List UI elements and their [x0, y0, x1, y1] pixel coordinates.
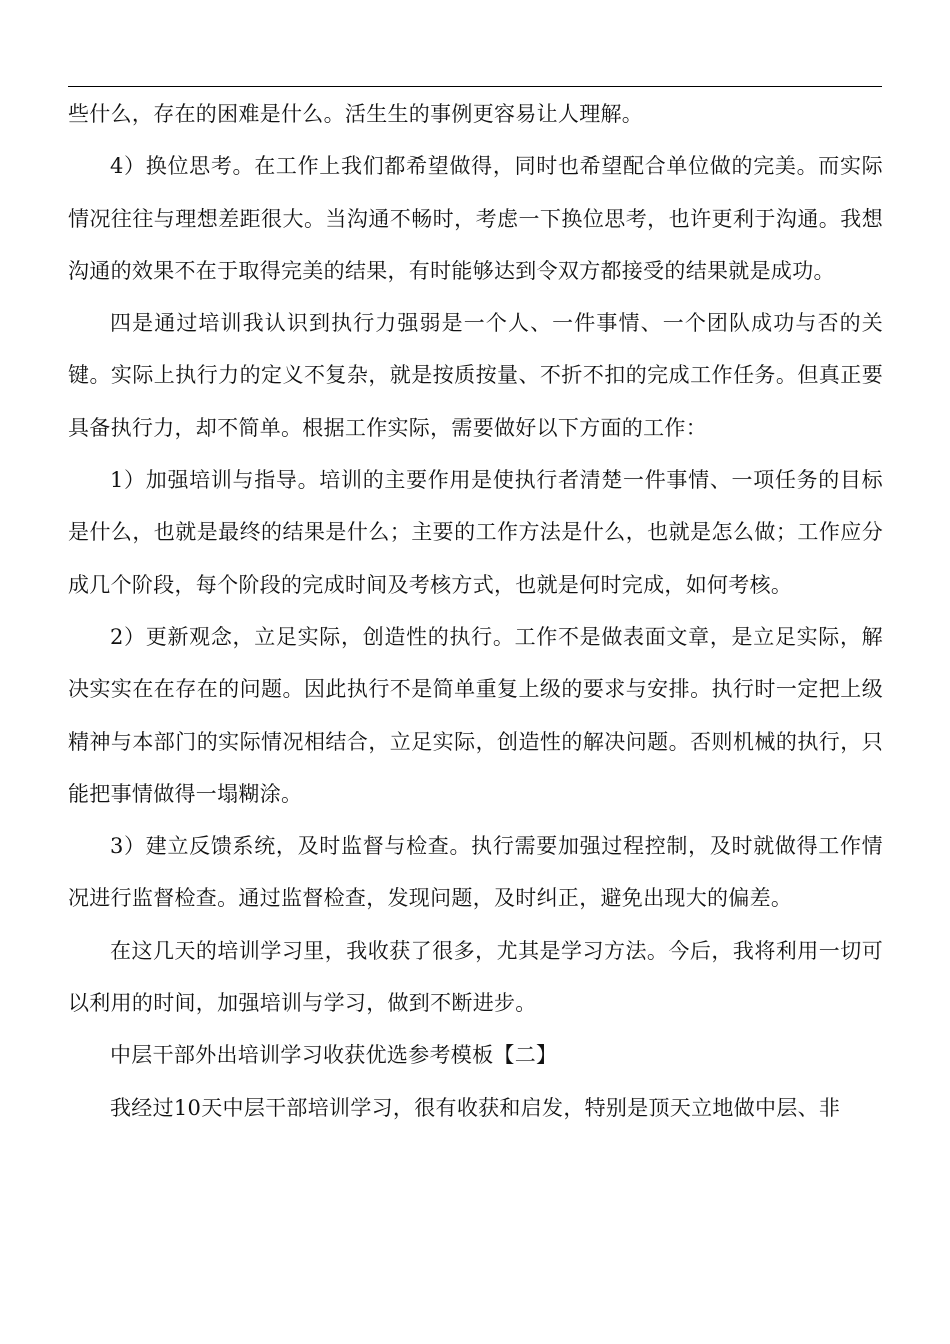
- paragraph-template-two-start: 我经过10天中层干部培训学习，很有收获和启发，特别是顶天立地做中层、非: [110, 1095, 841, 1120]
- paragraph-conclusion: 在这几天的培训学习里，我收获了很多，尤其是学习方法。今后，我将利用一切可以利用的时间，加强培训与学习，做到不断进步。: [68, 938, 883, 1016]
- paragraph-perspective-taking: 4）换位思考。在工作上我们都希望做得，同时也希望配合单位做的完美。而实际情况往往与理想差距很大。当沟通不畅时，考虑一下换位思考，也许更利于沟通。我想沟通的效果不在于取得完美的结果，有时能够达到令双方都接受的结果就是成功。: [68, 154, 883, 283]
- document-page: [68, 88, 883, 1134]
- header-rule: [68, 86, 882, 87]
- paragraph-update-concepts: 2）更新观念，立足实际，创造性的执行。工作不是做表面文章，是立足实际，解决实实在在存在的问题。因此执行不是简单重复上级的要求与安排。执行时一定把上级精神与本部门的实际情况相结合，立足实际，创造性的解决问题。否则机械的执行，只能把事情做得一塌糊涂。: [68, 624, 883, 806]
- paragraph-execution-intro: 四是通过培训我认识到执行力强弱是一个人、一件事情、一个团队成功与否的关键。实际上执行力的定义不复杂，就是按质按量、不折不扣的完成工作任务。但真正要具备执行力，却不简单。根据工作实际，需要做好以下方面的工作：: [68, 311, 883, 440]
- section-heading: 中层干部外出培训学习收获优选参考模板【二】: [110, 1043, 558, 1068]
- paragraph-training-guidance: 1）加强培训与指导。培训的主要作用是使执行者清楚一件事情、一项任务的目标是什么，也就是最终的结果是什么；主要的工作方法是什么，也就是怎么做；工作应分成几个阶段，每个阶段的完成时间及考核方式，也就是何时完成，如何考核。: [68, 468, 883, 597]
- paragraph-feedback-system: 3）建立反馈系统，及时监督与检查。执行需要加强过程控制，及时就做得工作情况进行监督检查。通过监督检查，发现问题，及时纠正，避免出现大的偏差。: [68, 834, 883, 911]
- paragraph-continuation: 些什么，存在的困难是什么。活生生的事例更容易让人理解。: [68, 102, 644, 126]
